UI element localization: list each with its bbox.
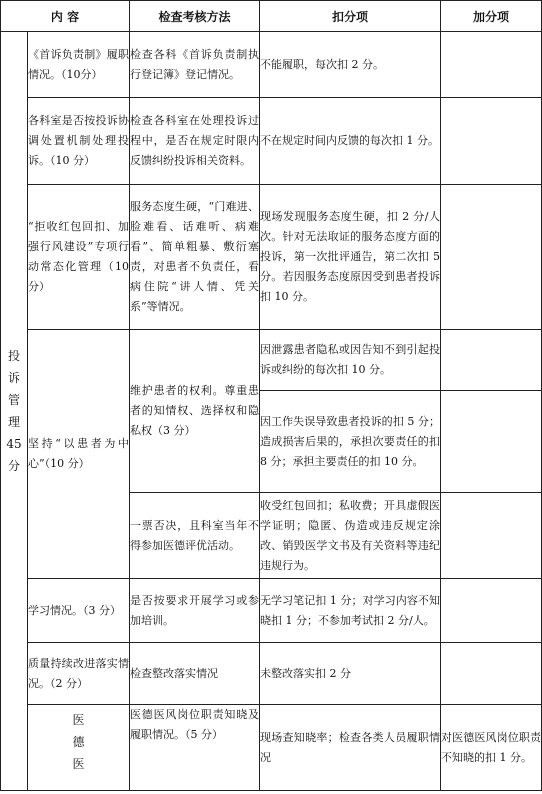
- content-cell: 坚持“以患者为中心”（10 分）: [28, 330, 130, 579]
- table-row: [1, 32, 542, 98]
- header-method: 检查考核方法: [130, 1, 260, 32]
- table-row: [1, 330, 542, 391]
- table-row: [1, 185, 542, 330]
- method-cell: 检查各科室在处理投诉过程中，是否在规定时限内反馈纠纷投诉相关资料。: [130, 98, 260, 185]
- content-cell: 《首诉负责制》履职情况。（10分）: [28, 32, 130, 98]
- deduct-cell: 不能履职，每次扣 2 分。: [260, 32, 441, 98]
- content-cell: 学习情况。（3 分）: [28, 579, 130, 643]
- content-cell: 各科室是否按投诉协调处置机制处理投诉。（10 分）: [28, 98, 130, 185]
- content-cell: 医德医风岗位职责知晓及履职情况。（5 分）: [130, 705, 260, 791]
- deduct-cell: 因工作失误导致患者投诉的扣 5 分；造成损害后果的，承担次要责任的扣 8 分；承担主要责任的扣 10 分。: [260, 391, 441, 493]
- bonus-cell: [441, 32, 542, 98]
- deduct-cell: 因泄露患者隐私或因告知不到引起投诉或纠纷的每次扣 10 分。: [260, 330, 441, 391]
- deduct-cell: 无学习笔记扣 1 分；对学习内容不知晓扣 1 分；不参加考试扣 2 分/人。: [260, 579, 441, 643]
- bonus-cell: [441, 579, 542, 643]
- header-deduct: 扣分项: [260, 1, 441, 32]
- header-content: 内 容: [1, 1, 130, 32]
- bonus-cell: [441, 391, 542, 493]
- method-cell: 检查各科《首诉负责制执行登记簿》登记情况。: [130, 32, 260, 98]
- table-row: [1, 579, 542, 643]
- category-medical-ethics: 医 德 医: [28, 705, 130, 791]
- table-row: [1, 98, 542, 185]
- deduct-cell: 不在规定时间内反馈的每次扣 1 分。: [260, 98, 441, 185]
- method-cell: 服务态度生硬，“门难进、脸难看、话难听、病难看”、简单粗暴、敷衍塞责，对患者不负责任，看病住院“讲人情、凭关系”等情况。: [130, 185, 260, 330]
- method-cell: 维护患者的权利。尊重患者的知情权、选择权和隐私权（3 分）: [130, 330, 260, 493]
- method-cell: 一票否决，且科室当年不得参加医德评优活动。: [130, 493, 260, 579]
- header-bonus: 加分项: [441, 1, 542, 32]
- content-cell: 质量持续改进落实情况。（2 分）: [28, 643, 130, 705]
- deduct-cell: 现场发现服务态度生硬，扣 2 分/人次。针对无法取证的服务态度方面的投诉，第一次批评通告，第二次扣 5 分。若因服务态度原因受到患者投诉扣 10 分。: [260, 185, 441, 330]
- content-cell: “拒收红包回扣、加强行风建设”专项行动常态化管理（10 分）: [28, 185, 130, 330]
- header-row: [1, 1, 542, 32]
- bonus-cell: [441, 330, 542, 391]
- deduct-cell: 未整改落实扣 2 分: [260, 643, 441, 705]
- method-cell: 检查整改落实情况: [130, 643, 260, 705]
- bonus-cell: [441, 185, 542, 330]
- category-complaint-management: 投 诉 管 理 45 分: [1, 32, 28, 791]
- bonus-cell: [441, 493, 542, 579]
- bonus-cell: [441, 643, 542, 705]
- deduct-cell: 收受红包回扣；私收费；开具虚假医学证明；隐匿、伪造或违反规定涂改、销毁医学文书及有关资料等违纪违规行为。: [260, 493, 441, 579]
- method-cell: 是否按要求开展学习或参加培训。: [130, 579, 260, 643]
- method-cell: 现场查知晓率；检查各类人员履职情况: [260, 705, 441, 791]
- deduct-cell: 对医德医风岗位职责不知晓的扣 1 分。: [441, 705, 542, 791]
- table-row: [1, 643, 542, 705]
- table-row: [1, 705, 542, 791]
- bonus-cell: [441, 98, 542, 185]
